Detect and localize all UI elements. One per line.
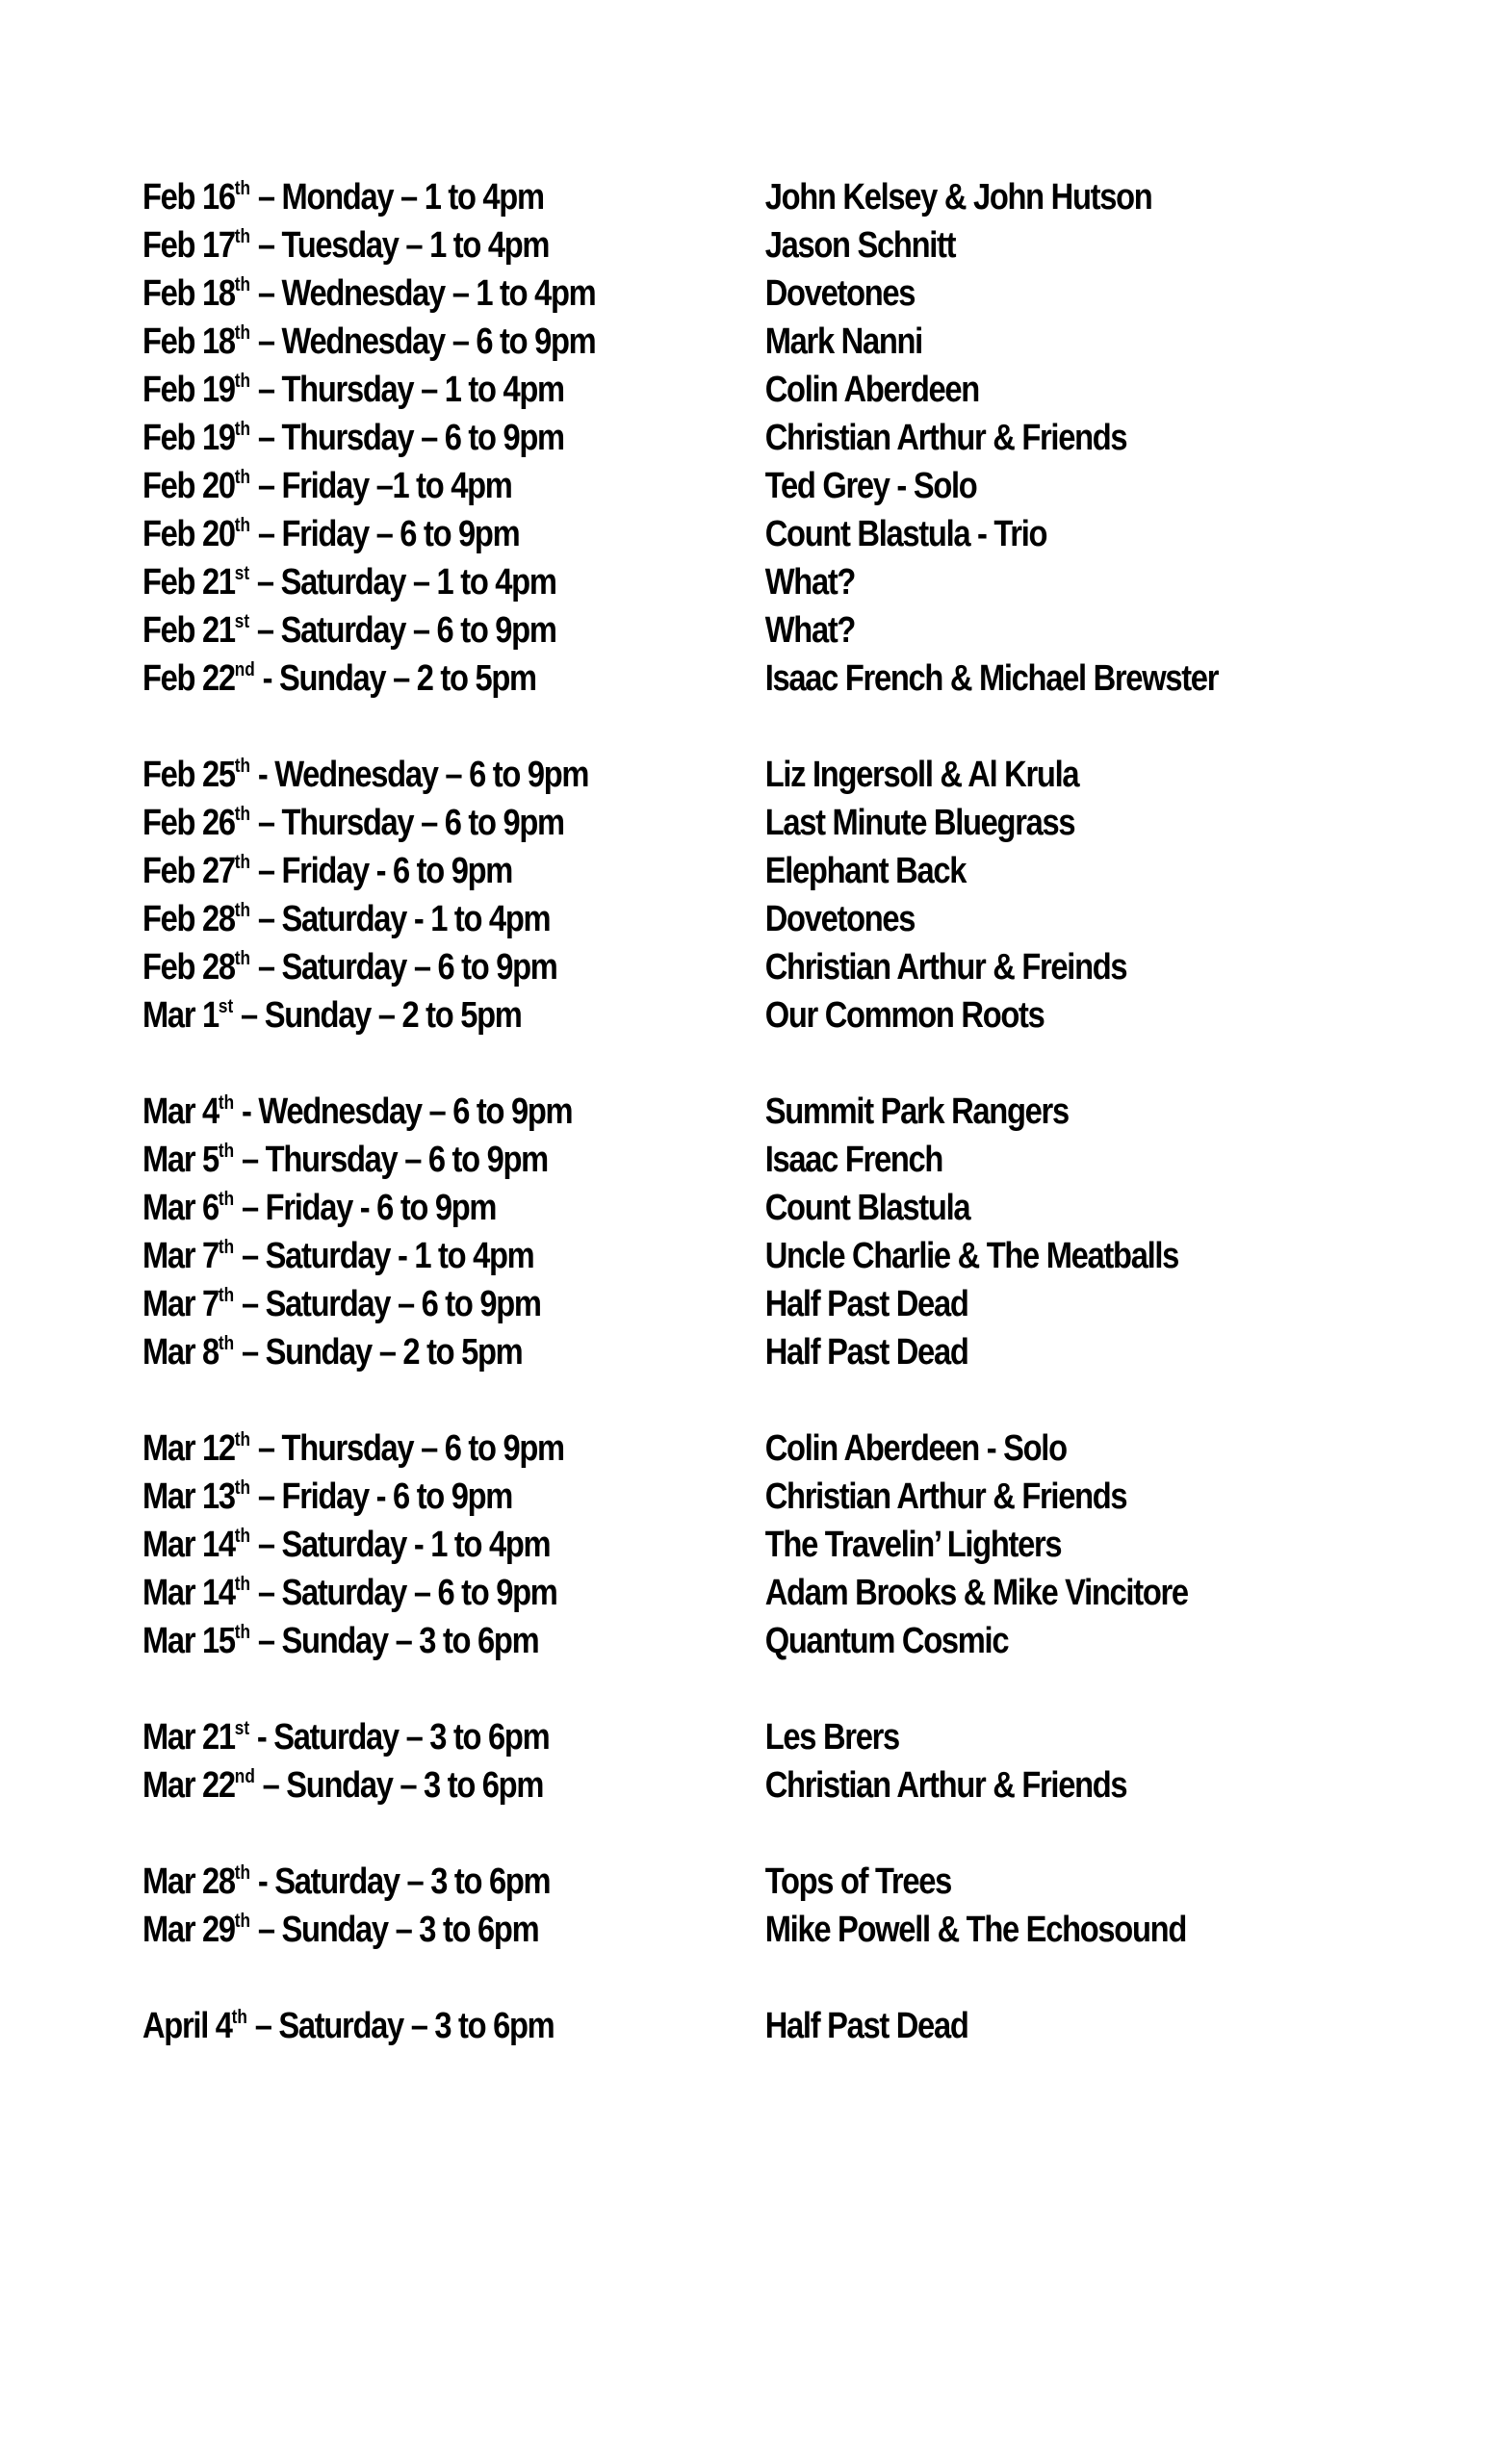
schedule-row [142, 895, 1219, 943]
event-day: April 4 [142, 2005, 232, 2046]
event-date-time [142, 1717, 765, 1758]
event-date-time [142, 466, 765, 507]
event-date-time [142, 1573, 765, 1614]
event-weekday-time: – Wednesday – 1 to 4pm [250, 272, 596, 314]
ordinal-suffix: th [234, 273, 251, 295]
event-date-time [142, 225, 765, 267]
event-date-time [142, 658, 765, 700]
event-day: Mar 5 [142, 1139, 219, 1180]
event-date-time [142, 1140, 765, 1181]
ordinal-suffix: th [218, 1332, 235, 1354]
event-date-time [142, 947, 765, 988]
schedule-row [142, 366, 1219, 414]
event-weekday-time: – Wednesday – 6 to 9pm [250, 321, 596, 362]
event-date-time [142, 370, 765, 411]
ordinal-suffix: th [234, 1621, 251, 1643]
schedule-group [142, 1858, 1394, 1954]
ordinal-suffix: th [234, 851, 251, 873]
schedule-row [142, 173, 1219, 221]
event-day: Feb 19 [142, 369, 235, 410]
performer-name: Ted Grey - Solo [764, 465, 977, 506]
ordinal-suffix: th [234, 803, 251, 825]
performer-name: Summit Park Rangers [764, 1091, 1069, 1132]
ordinal-suffix: th [234, 321, 251, 344]
ordinal-suffix: th [234, 1861, 251, 1884]
schedule-group [142, 2002, 1394, 2050]
event-date-time [142, 1861, 765, 1903]
performer-name: John Kelsey & John Hutson [764, 176, 1152, 218]
event-date-time [142, 273, 765, 315]
event-date-time [142, 2006, 765, 2047]
schedule-row [142, 318, 1219, 366]
schedule-row [142, 991, 1219, 1040]
event-weekday-time: – Saturday - 1 to 4pm [250, 898, 551, 939]
event-weekday-time: - Sunday – 2 to 5pm [254, 657, 536, 699]
event-day: Mar 8 [142, 1331, 219, 1373]
event-weekday-time: – Friday - 6 to 9pm [234, 1187, 497, 1228]
ordinal-suffix: th [234, 1573, 251, 1595]
event-weekday-time: – Tuesday – 1 to 4pm [250, 224, 550, 266]
ordinal-suffix: nd [234, 658, 255, 680]
performer-name: Colin Aberdeen - Solo [764, 1427, 1067, 1469]
schedule-row [142, 654, 1219, 703]
schedule-row [142, 1088, 1219, 1136]
performer-name: Half Past Dead [764, 1331, 968, 1373]
event-date-time [142, 1910, 765, 1951]
schedule-row [142, 1473, 1219, 1521]
event-date-time [142, 1428, 765, 1470]
performer-name: Isaac French [764, 1139, 943, 1180]
event-weekday-time: - Wednesday – 6 to 9pm [234, 1091, 573, 1132]
event-weekday-time: - Saturday – 3 to 6pm [249, 1716, 550, 1758]
ordinal-suffix: st [234, 562, 250, 584]
event-weekday-time: – Saturday – 6 to 9pm [250, 946, 557, 988]
event-weekday-time: - Wednesday – 6 to 9pm [250, 754, 589, 795]
event-weekday-time: – Friday - 6 to 9pm [250, 850, 513, 891]
schedule-row [142, 270, 1219, 318]
performer-name: Count Blastula - Trio [764, 513, 1047, 554]
schedule-row [142, 847, 1219, 895]
performer-name: Christian Arthur & Friends [764, 1476, 1127, 1517]
event-day: Mar 14 [142, 1572, 235, 1613]
event-weekday-time: – Sunday – 3 to 6pm [254, 1764, 544, 1806]
performer-name: Uncle Charlie & The Meatballs [764, 1235, 1179, 1276]
event-weekday-time: - Saturday – 3 to 6pm [250, 1861, 551, 1902]
performer-name: What? [764, 609, 856, 651]
event-date-time [142, 899, 765, 940]
schedule-row [142, 2002, 1219, 2050]
schedule-row [142, 558, 1219, 606]
event-weekday-time: – Saturday – 6 to 9pm [249, 609, 556, 651]
schedule-row [142, 943, 1219, 991]
event-weekday-time: – Saturday - 1 to 4pm [234, 1235, 534, 1276]
performer-name: Adam Brooks & Mike Vincitore [764, 1572, 1188, 1613]
ordinal-suffix: th [234, 177, 251, 199]
schedule-row [142, 1617, 1219, 1665]
event-day: Mar 28 [142, 1861, 235, 1902]
ordinal-suffix: th [234, 947, 251, 969]
performer-name: Half Past Dead [764, 2005, 968, 2046]
event-date-time [142, 803, 765, 844]
event-day: Feb 25 [142, 754, 235, 795]
event-day: Feb 27 [142, 850, 235, 891]
ordinal-suffix: nd [234, 1765, 255, 1787]
performer-name: What? [764, 561, 856, 603]
event-date-time [142, 1525, 765, 1566]
schedule-row [142, 1906, 1219, 1954]
schedule-group [142, 1088, 1394, 1376]
event-weekday-time: – Friday –1 to 4pm [250, 465, 512, 506]
schedule-group [142, 1713, 1394, 1810]
ordinal-suffix: st [234, 1717, 250, 1739]
performer-name: Christian Arthur & Freinds [764, 946, 1127, 988]
schedule-row [142, 221, 1219, 270]
schedule-row [142, 1136, 1219, 1184]
performer-name: Our Common Roots [764, 994, 1045, 1036]
event-date-time [142, 1765, 765, 1807]
event-day: Feb 16 [142, 176, 235, 218]
schedule-row [142, 462, 1219, 510]
schedule-group [142, 173, 1394, 703]
performer-name: Isaac French & Michael Brewster [764, 657, 1219, 699]
performer-name: Liz Ingersoll & Al Krula [764, 754, 1079, 795]
event-weekday-time: – Friday – 6 to 9pm [250, 513, 520, 554]
event-weekday-time: – Friday - 6 to 9pm [250, 1476, 513, 1517]
schedule-row [142, 510, 1219, 558]
ordinal-suffix: th [234, 370, 251, 392]
ordinal-suffix: th [234, 418, 251, 440]
performer-name: Elephant Back [764, 850, 967, 891]
event-date-time [142, 1284, 765, 1325]
event-date-time [142, 1236, 765, 1277]
event-day: Feb 26 [142, 802, 235, 843]
schedule-row [142, 799, 1219, 847]
event-weekday-time: – Saturday – 6 to 9pm [234, 1283, 541, 1324]
performer-name: Christian Arthur & Friends [764, 417, 1127, 458]
schedule-row [142, 606, 1219, 654]
event-schedule [142, 173, 1394, 2098]
schedule-group [142, 751, 1394, 1040]
event-weekday-time: – Thursday – 1 to 4pm [250, 369, 564, 410]
event-date-time [142, 321, 765, 363]
schedule-row [142, 1184, 1219, 1232]
event-day: Mar 15 [142, 1620, 235, 1661]
event-weekday-time: – Sunday – 2 to 5pm [234, 1331, 523, 1373]
event-date-time [142, 610, 765, 652]
event-date-time [142, 1476, 765, 1518]
schedule-row [142, 1424, 1219, 1473]
ordinal-suffix: st [218, 995, 234, 1017]
event-day: Mar 7 [142, 1283, 219, 1324]
event-weekday-time: – Saturday – 1 to 4pm [249, 561, 556, 603]
event-date-time [142, 995, 765, 1037]
schedule-row [142, 1328, 1219, 1376]
event-date-time [142, 755, 765, 796]
event-weekday-time: – Saturday - 1 to 4pm [250, 1524, 551, 1565]
schedule-row [142, 751, 1219, 799]
event-weekday-time: – Thursday – 6 to 9pm [250, 1427, 564, 1469]
event-day: Feb 28 [142, 898, 235, 939]
event-day: Feb 20 [142, 513, 235, 554]
schedule-group [142, 1424, 1394, 1665]
event-day: Mar 4 [142, 1091, 219, 1132]
event-day: Feb 22 [142, 657, 235, 699]
schedule-row [142, 1280, 1219, 1328]
event-weekday-time: – Thursday – 6 to 9pm [250, 417, 564, 458]
event-date-time [142, 562, 765, 603]
event-day: Mar 1 [142, 994, 219, 1036]
ordinal-suffix: th [234, 1910, 251, 1932]
performer-name: Christian Arthur & Friends [764, 1764, 1127, 1806]
event-weekday-time: – Thursday – 6 to 9pm [234, 1139, 548, 1180]
event-weekday-time: – Monday – 1 to 4pm [250, 176, 544, 218]
performer-name: The Travelin’ Lighters [764, 1524, 1062, 1565]
ordinal-suffix: th [234, 1476, 251, 1499]
performer-name: Tops of Trees [764, 1861, 952, 1902]
ordinal-suffix: th [218, 1188, 235, 1210]
event-weekday-time: – Sunday – 3 to 6pm [250, 1620, 539, 1661]
ordinal-suffix: th [234, 225, 251, 247]
ordinal-suffix: th [218, 1236, 235, 1258]
performer-name: Quantum Cosmic [764, 1620, 1009, 1661]
performer-name: Dovetones [764, 272, 916, 314]
ordinal-suffix: th [218, 1140, 235, 1162]
schedule-row [142, 1521, 1219, 1569]
event-date-time [142, 1091, 765, 1133]
performer-name: Last Minute Bluegrass [764, 802, 1075, 843]
ordinal-suffix: th [234, 466, 251, 488]
performer-name: Count Blastula [764, 1187, 970, 1228]
event-day: Feb 21 [142, 609, 235, 651]
ordinal-suffix: th [218, 1284, 235, 1306]
event-date-time [142, 514, 765, 555]
schedule-row [142, 1713, 1219, 1761]
event-weekday-time: – Sunday – 3 to 6pm [250, 1909, 539, 1950]
event-day: Mar 14 [142, 1524, 235, 1565]
event-day: Mar 12 [142, 1427, 235, 1469]
event-day: Mar 22 [142, 1764, 235, 1806]
event-date-time [142, 1621, 765, 1662]
ordinal-suffix: th [231, 2006, 247, 2028]
event-day: Mar 29 [142, 1909, 235, 1950]
event-day: Mar 21 [142, 1716, 235, 1758]
event-date-time [142, 1332, 765, 1373]
performer-name: Half Past Dead [764, 1283, 968, 1324]
event-weekday-time: – Saturday – 3 to 6pm [246, 2005, 555, 2046]
schedule-row [142, 1858, 1219, 1906]
performer-name: Les Brers [764, 1716, 899, 1758]
ordinal-suffix: th [234, 514, 251, 536]
performer-name: Jason Schnitt [764, 224, 956, 266]
event-day: Mar 13 [142, 1476, 235, 1517]
event-day: Mar 7 [142, 1235, 219, 1276]
schedule-row [142, 1232, 1219, 1280]
performer-name: Mike Powell & The Echosound [764, 1909, 1187, 1950]
event-day: Feb 20 [142, 465, 235, 506]
event-day: Mar 6 [142, 1187, 219, 1228]
schedule-row [142, 414, 1219, 462]
event-date-time [142, 851, 765, 892]
ordinal-suffix: st [234, 610, 250, 632]
ordinal-suffix: th [234, 899, 251, 921]
event-day: Feb 18 [142, 272, 235, 314]
performer-name: Colin Aberdeen [764, 369, 979, 410]
event-date-time [142, 418, 765, 459]
event-date-time [142, 177, 765, 218]
ordinal-suffix: th [234, 1428, 251, 1450]
event-day: Feb 17 [142, 224, 235, 266]
event-weekday-time: – Sunday – 2 to 5pm [233, 994, 522, 1036]
schedule-row [142, 1761, 1219, 1810]
ordinal-suffix: th [234, 755, 251, 777]
schedule-row [142, 1569, 1219, 1617]
event-weekday-time: – Thursday – 6 to 9pm [250, 802, 564, 843]
event-day: Feb 19 [142, 417, 235, 458]
ordinal-suffix: th [218, 1091, 235, 1114]
event-weekday-time: – Saturday – 6 to 9pm [250, 1572, 557, 1613]
ordinal-suffix: th [234, 1525, 251, 1547]
performer-name: Dovetones [764, 898, 916, 939]
event-day: Feb 28 [142, 946, 235, 988]
performer-name: Mark Nanni [764, 321, 922, 362]
event-date-time [142, 1188, 765, 1229]
event-day: Feb 18 [142, 321, 235, 362]
event-day: Feb 21 [142, 561, 235, 603]
